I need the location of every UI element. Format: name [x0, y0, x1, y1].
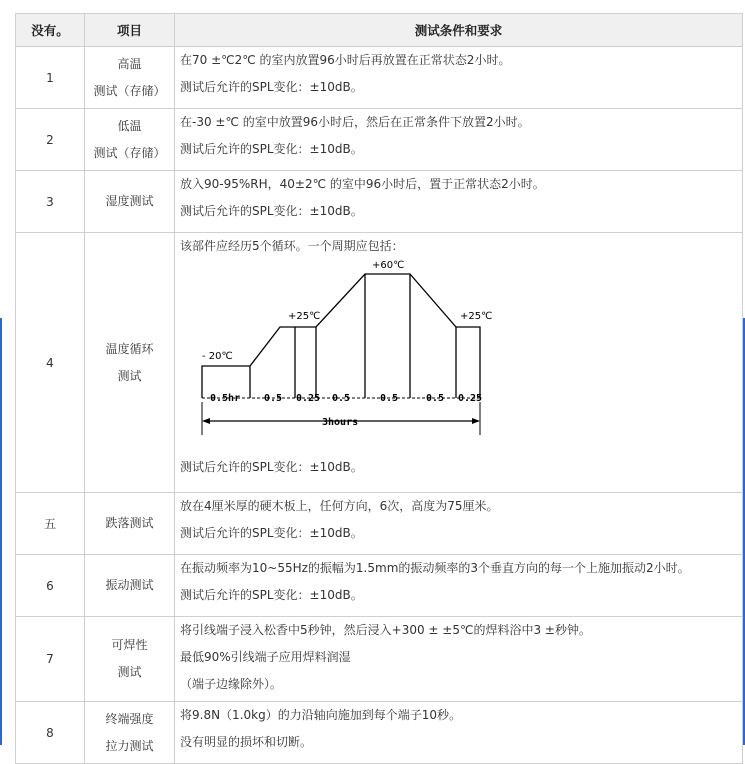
- table-row: [16, 171, 743, 233]
- row-number: 五: [16, 493, 85, 555]
- row-item: 湿度测试: [85, 171, 175, 233]
- condition-line: 测试后允许的SPL变化：±10dB。: [180, 204, 363, 218]
- temperature-cycle-diagram: [180, 260, 742, 454]
- row-number: 6: [16, 555, 85, 617]
- row-item: [85, 702, 175, 764]
- header-no: 没有。: [16, 14, 85, 47]
- table-row: [16, 555, 743, 617]
- condition-line: 将9.8N（1.0kg）的力沿轴向施加到每个端子10秒。: [180, 708, 461, 722]
- item-line: 可焊性: [111, 638, 148, 652]
- condition-line: 测试后允许的SPL变化：±10dB。: [180, 80, 363, 94]
- row-conditions: [175, 47, 743, 109]
- row-item: [85, 233, 175, 493]
- row-number: 8: [16, 702, 85, 764]
- cycle-profile-line: [202, 274, 480, 398]
- row-item: [85, 47, 175, 109]
- header-item: 项目: [85, 14, 175, 47]
- condition-line: （端子边缘除外）。: [180, 677, 283, 691]
- row-number: 1: [16, 47, 85, 109]
- segment-label: 0.5hr: [210, 393, 241, 404]
- segment-label: 0.25: [296, 393, 321, 404]
- item-line: 终端强度: [105, 711, 154, 726]
- row-conditions: [175, 171, 743, 233]
- row-conditions: [175, 702, 743, 764]
- item-line: 低温: [117, 118, 142, 133]
- table-row: [16, 493, 743, 555]
- segment-label: 0.5: [264, 393, 283, 404]
- row-conditions: [175, 109, 743, 171]
- row-item: [85, 617, 175, 702]
- table-row: [16, 47, 743, 109]
- header-row: [16, 14, 743, 47]
- temp-label-mid2: +25℃: [460, 311, 493, 322]
- segment-label: 0.5: [332, 393, 351, 404]
- left-edge-marker: [0, 318, 2, 745]
- table-row: [16, 233, 743, 493]
- item-line: 温度循环: [105, 341, 154, 356]
- condition-line: 放入90-95%RH，40±2℃ 的室中96小时后，置于正常状态2小时。: [180, 177, 545, 191]
- table-row: [16, 617, 743, 702]
- row-number: 2: [16, 109, 85, 171]
- row-number: 7: [16, 617, 85, 702]
- row-item: 跌落测试: [85, 493, 175, 555]
- row-conditions: [175, 493, 743, 555]
- segment-label: 0.25: [458, 393, 483, 404]
- condition-line: 在振动频率为10~55Hz的振幅为1.5mm的振动频率的3个垂直方向的每一个上施加振动2小时。: [180, 561, 690, 575]
- temp-label-mid1: +25℃: [288, 311, 321, 322]
- temp-label-low: - 20℃: [202, 351, 233, 362]
- segment-label: 0.5: [380, 393, 399, 404]
- condition-line: 测试后允许的SPL变化：±10dB。: [180, 588, 363, 602]
- test-spec-table: [15, 13, 743, 764]
- temp-label-high: +60℃: [372, 260, 405, 271]
- condition-line: 在-30 ±℃ 的室中放置96小时后，然后在正常条件下放置2小时。: [180, 115, 530, 129]
- item-line: 拉力测试: [105, 738, 154, 753]
- condition-line: 最低90%引线端子应用焊料润湿: [180, 650, 351, 664]
- item-line: 测试: [117, 368, 142, 383]
- header-conditions: 测试条件和要求: [175, 14, 743, 47]
- row-number: 3: [16, 171, 85, 233]
- condition-line: 测试后允许的SPL变化：±10dB。: [180, 460, 363, 474]
- condition-line: 在70 ±℃2℃ 的室内放置96小时后再放置在正常状态2小时。: [180, 53, 511, 67]
- arrow-right: [472, 418, 480, 424]
- row-number: 4: [16, 233, 85, 493]
- condition-line: 该部件应经历5个循环。一个周期应包括：: [180, 239, 404, 253]
- item-line: 测试: [117, 665, 142, 679]
- arrow-left: [202, 418, 210, 424]
- cycle-svg: [180, 260, 500, 454]
- condition-line: 测试后允许的SPL变化：±10dB。: [180, 526, 363, 540]
- condition-line: 将引线端子浸入松香中5秒钟，然后浸入+300 ± ±5℃的焊料浴中3 ±秒钟。: [180, 623, 591, 637]
- table-row: [16, 702, 743, 764]
- condition-line: 测试后允许的SPL变化：±10dB。: [180, 142, 363, 156]
- row-conditions: [175, 555, 743, 617]
- row-conditions: [175, 233, 743, 493]
- total-duration-label: 3hours: [322, 417, 359, 428]
- item-line: 高温: [117, 56, 142, 71]
- row-item: 振动测试: [85, 555, 175, 617]
- item-line: 测试（存储）: [93, 145, 166, 160]
- item-line: 测试（存储）: [93, 83, 166, 98]
- row-item: [85, 109, 175, 171]
- condition-line: 放在4厘米厚的硬木板上，任何方向，6次，高度为75厘米。: [180, 499, 499, 513]
- table-row: [16, 109, 743, 171]
- condition-line: 没有明显的损坏和切断。: [180, 735, 313, 749]
- row-conditions: [175, 617, 743, 702]
- segment-label: 0.5: [426, 393, 445, 404]
